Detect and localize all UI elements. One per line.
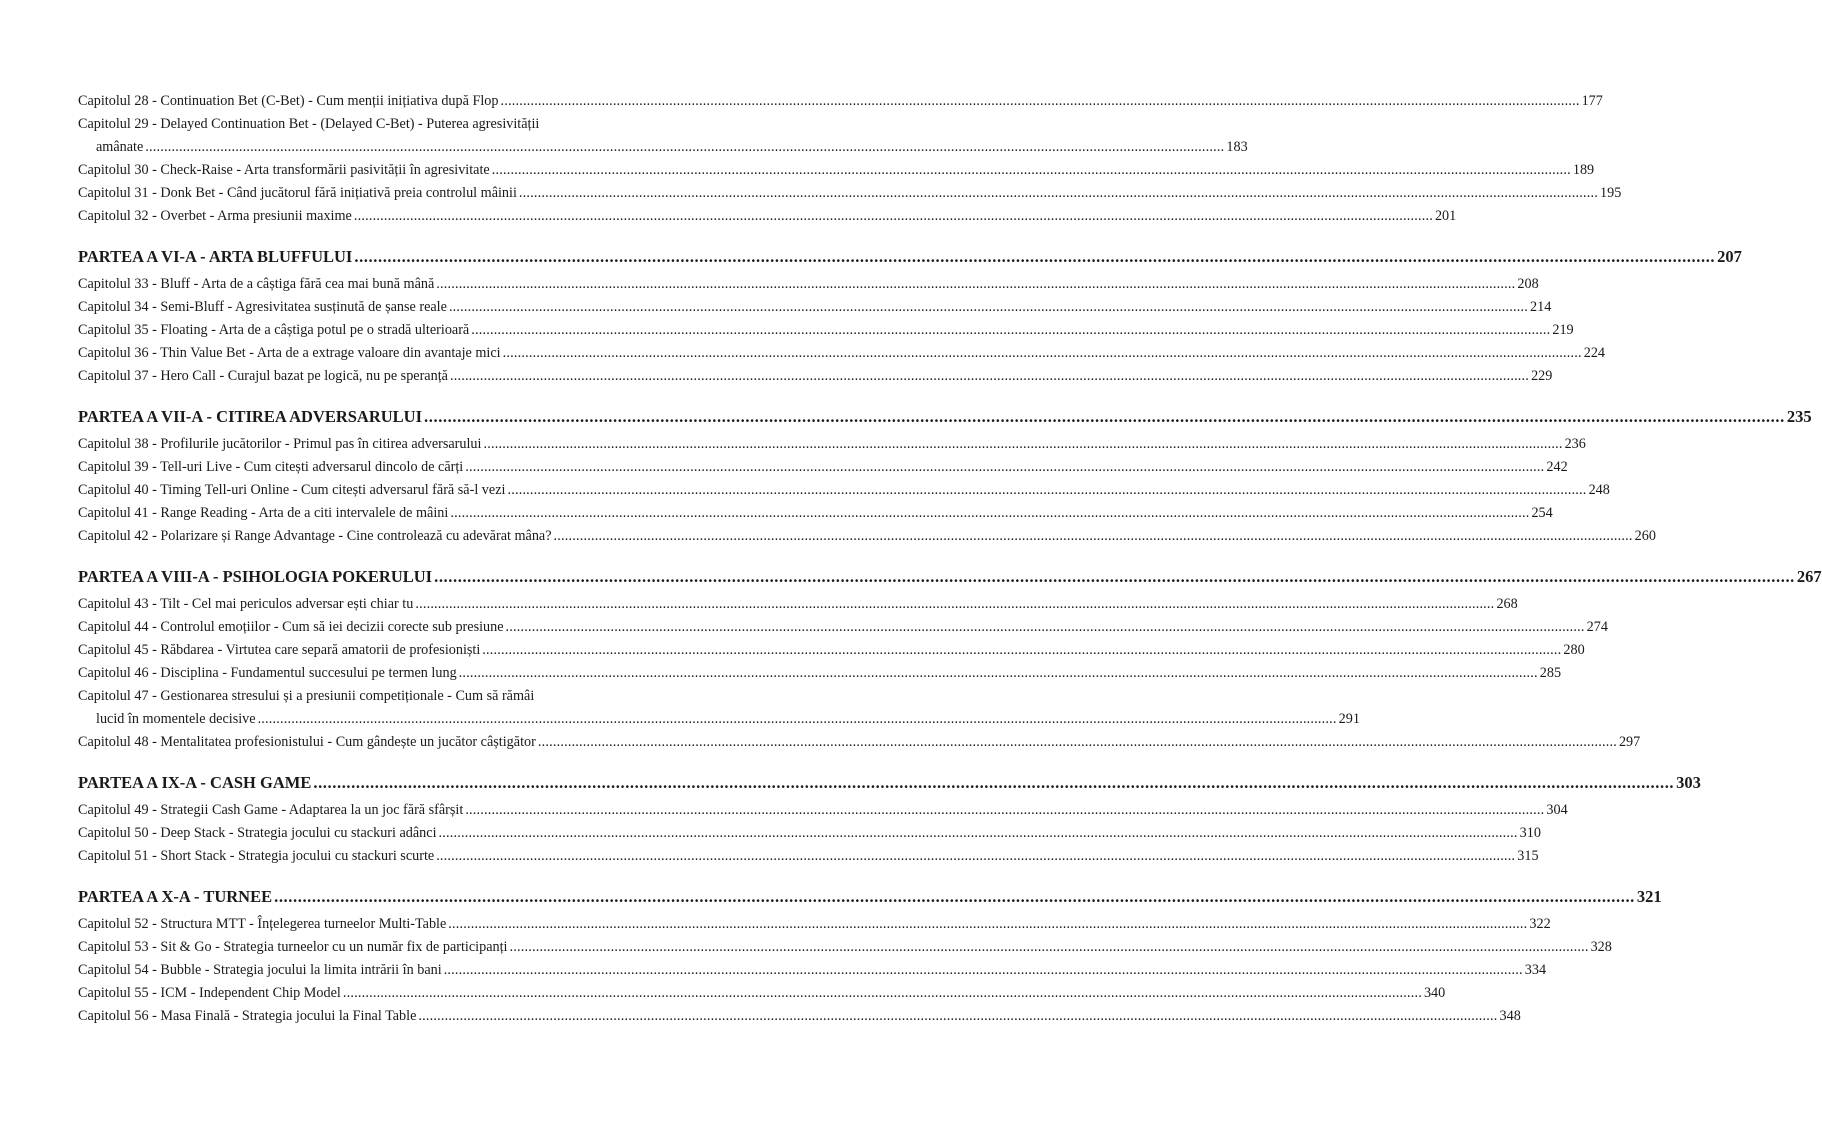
toc-entry[interactable] — [78, 456, 1568, 479]
dot-leader — [354, 245, 1715, 269]
dot-leader — [503, 342, 1582, 365]
dot-leader — [450, 365, 1529, 388]
dot-leader — [354, 205, 1433, 228]
entry-title: Capitolul 53 - Sit & Go - Strategia turneelor cu un număr fix de participanți — [78, 939, 508, 955]
toc-entry[interactable] — [78, 365, 1553, 388]
entry-title-continuation: amânate — [96, 139, 144, 155]
dot-leader — [554, 525, 1633, 548]
page-number: 340 — [1423, 985, 1446, 1001]
dot-leader — [509, 936, 1588, 959]
page-number: 177 — [1581, 93, 1603, 109]
dot-leader — [145, 136, 1224, 159]
dot-leader — [500, 90, 1579, 113]
part-heading[interactable] — [78, 245, 1742, 269]
entry-title: Capitolul 31 - Donk Bet - Când jucătorul fără inițiativă preia controlul mâinii — [78, 185, 517, 201]
entry-title: Capitolul 39 - Tell-uri Live - Cum citești adversarul dincolo de cărți — [78, 459, 464, 475]
page-number: 254 — [1531, 505, 1553, 521]
toc-entry[interactable] — [78, 342, 1605, 365]
toc-entry[interactable] — [78, 296, 1552, 319]
toc-entry[interactable] — [78, 433, 1586, 456]
dot-leader — [471, 319, 1550, 342]
dot-leader — [459, 662, 1538, 685]
entry-title: Capitolul 40 - Timing Tell-uri Online - Cum citești adversarul fără să-l vezi — [78, 482, 506, 498]
toc-entry[interactable] — [78, 913, 1551, 936]
entry-title: Capitolul 37 - Hero Call - Curajul bazat pe logică, nu pe speranță — [78, 368, 448, 384]
page-number: 291 — [1338, 711, 1360, 727]
dot-leader — [415, 593, 1494, 616]
entry-title-continuation: lucid în momentele decisive — [96, 711, 256, 727]
toc-entry[interactable] — [78, 502, 1553, 525]
toc-entry[interactable] — [78, 639, 1585, 662]
part-title: PARTEA A VIII-A - PSIHOLOGIA POKERULUI — [78, 567, 433, 586]
entry-title: Capitolul 38 - Profilurile jucătorilor - Primul pas în citirea adversarului — [78, 436, 482, 452]
entry-title: Capitolul 42 - Polarizare și Range Advantage - Cine controlează cu adevărat mâna? — [78, 528, 552, 544]
dot-leader — [482, 639, 1561, 662]
page-number: 236 — [1564, 436, 1586, 452]
entry-title: Capitolul 28 - Continuation Bet (C-Bet) - Cum menții inițiativa după Flop — [78, 93, 499, 109]
dot-leader — [418, 1005, 1497, 1028]
dot-leader — [506, 616, 1585, 639]
part-title: PARTEA A VII-A - CITIREA ADVERSARULUI — [78, 407, 423, 426]
page-number: 189 — [1572, 162, 1595, 178]
toc-entry[interactable] — [78, 936, 1612, 959]
page-number: 224 — [1583, 345, 1605, 361]
entry-title: Capitolul 56 - Masa Finală - Strategia jocului la Final Table — [78, 1008, 417, 1024]
dot-leader — [436, 845, 1515, 868]
entry-title: Capitolul 49 - Strategii Cash Game - Adaptarea la un joc fără sfârșit — [78, 802, 464, 818]
entry-title: Capitolul 55 - ICM - Independent Chip Model — [78, 985, 341, 1001]
page-number: 267 — [1796, 567, 1822, 586]
page-number: 201 — [1434, 208, 1457, 224]
toc-entry[interactable] — [78, 616, 1608, 639]
entry-title: Capitolul 54 - Bubble - Strategia jocului la limita intrării în bani — [78, 962, 442, 978]
toc-entry[interactable] — [78, 319, 1574, 342]
table-of-contents — [78, 90, 1822, 1028]
entry-title: Capitolul 34 - Semi-Bluff - Agresivitatea susținută de șanse reale — [78, 299, 447, 315]
dot-leader — [313, 771, 1674, 795]
page-number: 322 — [1529, 916, 1551, 932]
page-number: 315 — [1517, 848, 1539, 864]
dot-leader — [450, 502, 1529, 525]
dot-leader — [258, 708, 1337, 731]
toc-entry[interactable] — [78, 799, 1568, 822]
toc-entry[interactable] — [78, 525, 1656, 548]
entry-title: Capitolul 35 - Floating - Arta de a câștiga potul pe o stradă ulterioară — [78, 322, 470, 338]
entry-title: Capitolul 41 - Range Reading - Arta de a citi intervalele de mâini — [78, 505, 449, 521]
dot-leader — [274, 885, 1635, 909]
part-title: PARTEA A X-A - TURNEE — [78, 887, 273, 906]
dot-leader — [483, 433, 1562, 456]
entry-title: Capitolul 33 - Bluff - Arta de a câștiga fără cea mai bună mână — [78, 276, 435, 292]
part-title: PARTEA A VI-A - ARTA BLUFFULUI — [78, 247, 353, 266]
part-heading[interactable] — [78, 405, 1812, 429]
page-number: 328 — [1590, 939, 1612, 955]
dot-leader — [538, 731, 1617, 754]
toc-entry[interactable] — [78, 1005, 1521, 1028]
entry-title: Capitolul 45 - Răbdarea - Virtutea care separă amatorii de profesioniști — [78, 642, 481, 658]
page-number: 274 — [1586, 619, 1608, 635]
toc-entry[interactable] — [78, 205, 1457, 228]
dot-leader — [448, 913, 1527, 936]
entry-title: Capitolul 52 - Structura MTT - Înțelegerea turneelor Multi-Table — [78, 916, 447, 932]
dot-leader — [492, 159, 1571, 182]
dot-leader — [465, 799, 1544, 822]
page-number: 195 — [1600, 185, 1622, 201]
page-number: 248 — [1588, 482, 1610, 498]
entry-title: Capitolul 46 - Disciplina - Fundamentul succesului pe termen lung — [78, 665, 457, 681]
page-number: 183 — [1226, 139, 1248, 155]
page-number: 285 — [1539, 665, 1562, 681]
toc-entry[interactable] — [78, 845, 1539, 868]
page-number: 310 — [1519, 825, 1541, 841]
dot-leader — [343, 982, 1422, 1005]
toc-entry[interactable] — [78, 731, 1641, 754]
entry-continuation — [78, 136, 1248, 159]
entry-title: Capitolul 44 - Controlul emoțiilor - Cum să iei decizii corecte sub presiune — [78, 619, 504, 635]
entry-title: Capitolul 50 - Deep Stack - Strategia jocului cu stackuri adânci — [78, 825, 437, 841]
page-number: 219 — [1552, 322, 1574, 338]
dot-leader — [465, 456, 1544, 479]
part-title: PARTEA A IX-A - CASH GAME — [78, 773, 312, 792]
page-number: 297 — [1618, 734, 1641, 750]
dot-leader — [519, 182, 1598, 205]
page-number: 207 — [1717, 247, 1742, 266]
page-number: 348 — [1499, 1008, 1521, 1024]
entry-title: Capitolul 32 - Overbet - Arma presiunii maxime — [78, 208, 352, 224]
page-number: 303 — [1676, 773, 1701, 792]
entry-title: Capitolul 43 - Tilt - Cel mai periculos adversar ești chiar tu — [78, 596, 414, 612]
entry-title: Capitolul 47 - Gestionarea stresului și a presiunii competiționale - Cum să rămâi — [78, 688, 535, 704]
page-number: 229 — [1531, 368, 1553, 384]
toc-entry[interactable] — [78, 982, 1446, 1005]
page-number: 242 — [1546, 459, 1568, 475]
page-number: 321 — [1636, 887, 1662, 906]
part-heading[interactable] — [78, 771, 1701, 795]
entry-title: Capitolul 29 - Delayed Continuation Bet - (Delayed C-Bet) - Puterea agresivității — [78, 116, 540, 132]
toc-entry[interactable] — [78, 593, 1518, 616]
toc-entry[interactable] — [78, 90, 1603, 113]
entry-continuation — [78, 708, 1360, 731]
toc-entry[interactable] — [78, 159, 1595, 182]
page-number: 268 — [1496, 596, 1518, 612]
page-number: 214 — [1530, 299, 1552, 315]
dot-leader — [434, 565, 1795, 589]
page-number: 334 — [1524, 962, 1547, 978]
part-heading[interactable] — [78, 565, 1822, 589]
toc-entry[interactable] — [78, 113, 1248, 159]
dot-leader — [424, 405, 1785, 429]
page-number: 208 — [1517, 276, 1539, 292]
dot-leader — [436, 273, 1515, 296]
toc-entry[interactable] — [78, 273, 1539, 296]
toc-entry[interactable] — [78, 685, 1360, 731]
entry-title: Capitolul 30 - Check-Raise - Arta transformării pasivității în agresivitate — [78, 162, 490, 178]
page-number: 304 — [1546, 802, 1568, 818]
toc-entry[interactable] — [78, 479, 1610, 502]
dot-leader — [439, 822, 1518, 845]
page-number: 280 — [1563, 642, 1585, 658]
entry-title: Capitolul 36 - Thin Value Bet - Arta de a extrage valoare din avantaje mici — [78, 345, 501, 361]
dot-leader — [444, 959, 1523, 982]
dot-leader — [507, 479, 1586, 502]
part-heading[interactable] — [78, 885, 1662, 909]
page-number: 260 — [1634, 528, 1656, 544]
dot-leader — [449, 296, 1528, 319]
page-number: 235 — [1786, 407, 1812, 426]
entry-title: Capitolul 51 - Short Stack - Strategia jocului cu stackuri scurte — [78, 848, 435, 864]
toc-entry[interactable] — [78, 662, 1562, 685]
toc-entry[interactable] — [78, 182, 1622, 205]
toc-entry[interactable] — [78, 822, 1541, 845]
entry-title: Capitolul 48 - Mentalitatea profesionistului - Cum gândește un jucător câștigător — [78, 734, 536, 750]
toc-entry[interactable] — [78, 959, 1547, 982]
